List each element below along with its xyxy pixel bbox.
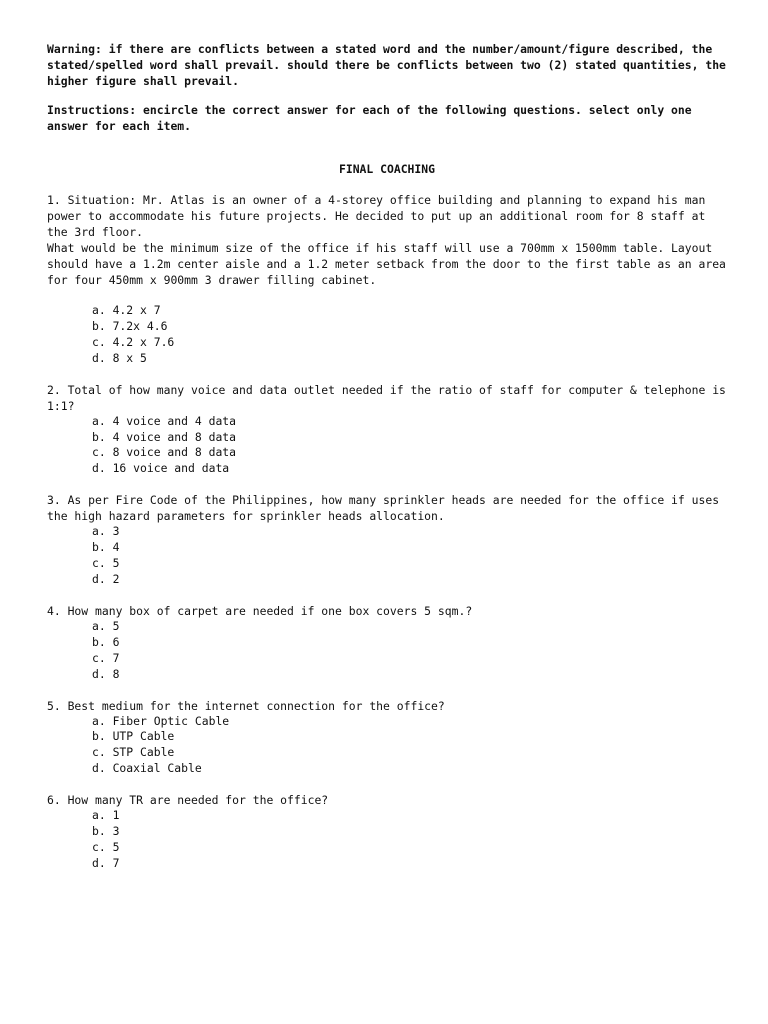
question-1-choice-d[interactable]: d. 8 x 5 [92, 350, 147, 365]
question-1-choice-b[interactable]: b. 7.2x 4.6 [92, 318, 168, 333]
question-3-choice-a[interactable]: a. 3 [92, 524, 120, 539]
question-6 [47, 792, 727, 872]
question-5-choice-b[interactable]: b. UTP Cable [92, 729, 175, 744]
question-3-choices [47, 524, 727, 588]
question-5-choice-d[interactable]: d. Coaxial Cable [92, 761, 202, 776]
question-4-choices [47, 619, 727, 683]
question-4-choice-c[interactable]: c. 7 [92, 650, 120, 665]
page-title: FINAL COACHING [338, 162, 435, 177]
question-2-text: 2. Total of how many voice and data outlet needed if the ratio of staff for computer & telephone is 1:1? [47, 382, 726, 413]
question-6-choice-a[interactable]: a. 1 [92, 808, 120, 823]
question-2-choice-c[interactable]: c. 8 voice and 8 data [92, 445, 237, 460]
question-6-text: 6. How many TR are needed for the office? [47, 793, 329, 808]
instructions: Instructions: encircle the correct answer for each of the following questions. select only one answer for each item. [47, 102, 692, 133]
document-page [47, 41, 727, 872]
question-1-choice-c[interactable]: c. 4.2 x 7.6 [92, 334, 175, 349]
question-4-choice-b[interactable]: b. 6 [92, 634, 120, 649]
question-3-text: 3. As per Fire Code of the Philippines, how many sprinkler heads are needed for the office if uses the high hazard parameters for sprinkler heads allocation. [47, 493, 720, 524]
question-4-choice-a[interactable]: a. 5 [92, 618, 120, 633]
question-5-choices [47, 714, 727, 778]
question-5 [47, 698, 727, 778]
question-4 [47, 603, 727, 683]
question-1 [47, 192, 727, 367]
question-4-text: 4. How many box of carpet are needed if one box covers 5 sqm.? [47, 603, 473, 618]
question-1-choices [47, 303, 727, 367]
question-6-choice-c[interactable]: c. 5 [92, 839, 120, 854]
question-2 [47, 382, 727, 478]
question-1-text-line-2: What would be the minimum size of the office if his staff will use a 700mm x 1500mm table. Layout should have a 1.2m center aisle and a 1.2 meter setback from the door to the first table as an area for four 450mm x 900mm 3 drawer filling cabinet. [47, 241, 726, 288]
question-1-text-line-1: 1. Situation: Mr. Atlas is an owner of a 4-storey office building and planning to expand his man power to accommodate his future projects. He decided to put up an additional room for 8 staff at the 3rd floor. [47, 193, 706, 240]
question-3-choice-c[interactable]: c. 5 [92, 556, 120, 571]
question-3 [47, 492, 727, 588]
question-1-choice-a[interactable]: a. 4.2 x 7 [92, 303, 161, 318]
question-2-choices [47, 414, 727, 478]
question-4-choice-d[interactable]: d. 8 [92, 666, 120, 681]
question-5-choice-a[interactable]: a. Fiber Optic Cable [92, 713, 230, 728]
question-6-choices [47, 808, 727, 872]
question-3-choice-d[interactable]: d. 2 [92, 571, 120, 586]
question-5-choice-c[interactable]: c. STP Cable [92, 745, 175, 760]
question-2-choice-d[interactable]: d. 16 voice and data [92, 461, 230, 476]
question-2-choice-b[interactable]: b. 4 voice and 8 data [92, 429, 237, 444]
question-3-choice-b[interactable]: b. 4 [92, 540, 120, 555]
question-2-choice-a[interactable]: a. 4 voice and 4 data [92, 413, 237, 428]
question-5-text: 5. Best medium for the internet connection for the office? [47, 698, 445, 713]
question-6-choice-d[interactable]: d. 7 [92, 855, 120, 870]
question-6-choice-b[interactable]: b. 3 [92, 824, 120, 839]
warning-notice: Warning: if there are conflicts between a stated word and the number/amount/figure described, the stated/spelled word shall prevail. should there be conflicts between two (2) stated quantities, the higher figure shall prevail. [47, 42, 726, 89]
